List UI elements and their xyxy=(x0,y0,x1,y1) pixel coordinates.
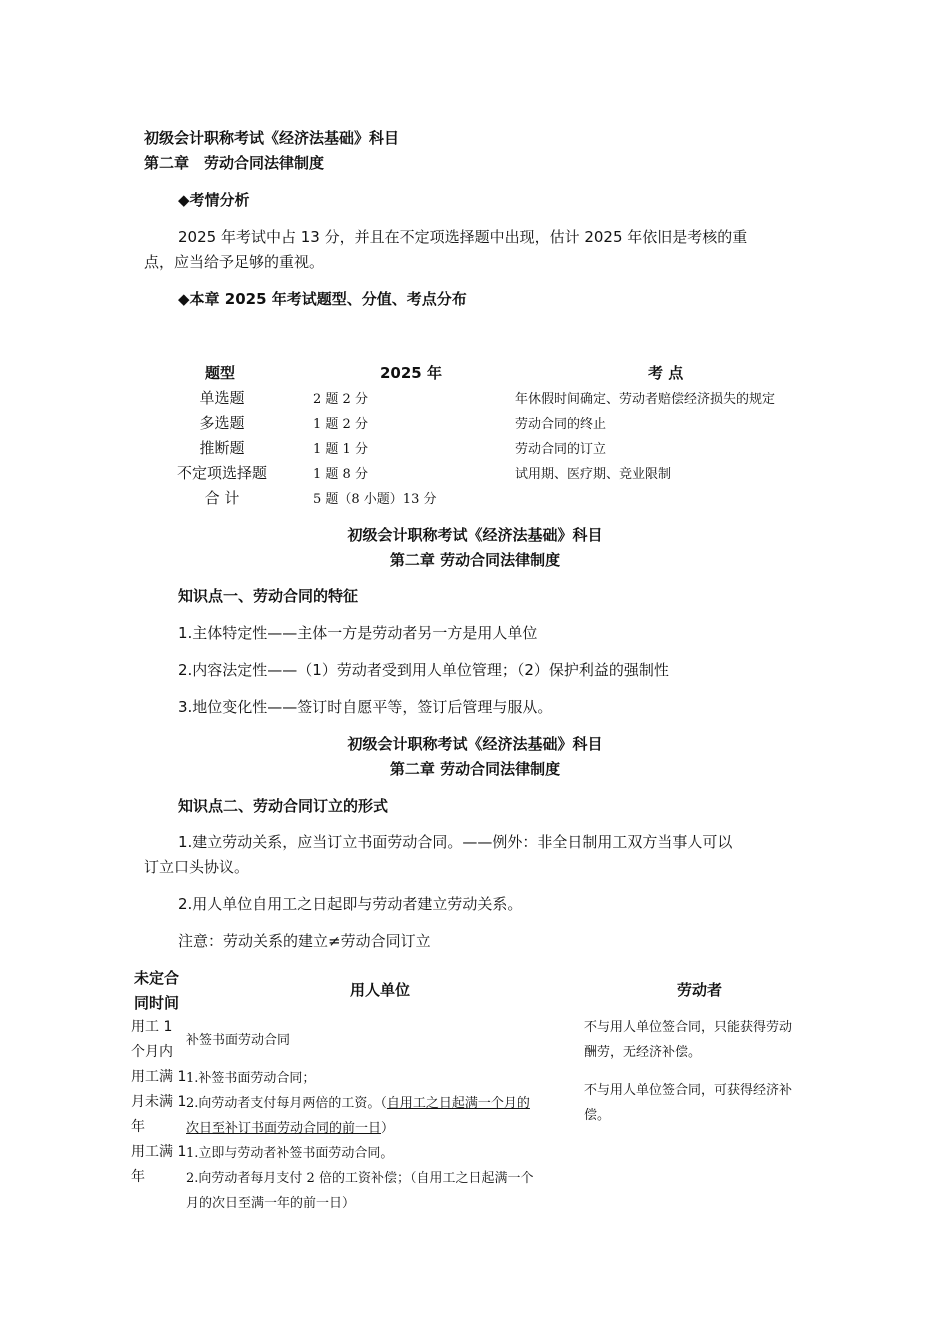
table-cell: 劳动合同的订立 xyxy=(515,442,607,457)
table-cell: 用工 1 xyxy=(131,1019,173,1035)
list-item: 2.用人单位自用工之日起即与劳动者建立劳动关系。 xyxy=(178,895,523,913)
table-cell: 年 xyxy=(131,1169,145,1185)
table-cell: 月的次日至满一年的前一日） xyxy=(186,1196,356,1211)
cell-text: ） xyxy=(381,1121,395,1136)
col-header-type: 题型 xyxy=(205,364,236,382)
table-cell: 偿。 xyxy=(584,1108,611,1123)
table-cell: 不与用人单位签合同，可获得经济补 xyxy=(584,1083,793,1098)
cell-text: 2.向劳动者支付每月两倍的工资。（ xyxy=(186,1096,387,1111)
table-cell: 1 题 2 分 xyxy=(313,417,368,432)
section2-title: 初级会计职称考试《经济法基础》科目 xyxy=(347,735,603,753)
section1-chapter: 第二章 劳动合同法律制度 xyxy=(389,551,561,569)
doc-title: 初级会计职称考试《经济法基础》科目 xyxy=(144,129,400,147)
table-cell: 1.补签书面劳动合同； xyxy=(186,1071,316,1086)
section2-chapter: 第二章 劳动合同法律制度 xyxy=(389,760,561,778)
table-cell: 合 计 xyxy=(204,489,240,507)
knowledge-point-2: 知识点二、劳动合同订立的形式 xyxy=(178,797,389,815)
list-item: 2.内容法定性——（1）劳动者受到用人单位管理；（2）保护利益的强制性 xyxy=(178,661,669,679)
table-cell: 2.向劳动者每月支付 2 倍的工资补偿；（自用工之日起满一个 xyxy=(186,1171,534,1186)
table-cell: 年休假时间确定、劳动者赔偿经济损失的规定 xyxy=(515,392,776,407)
table-cell: 不与用人单位签合同，只能获得劳动 xyxy=(584,1020,793,1035)
table-cell: 个月内 xyxy=(131,1044,173,1060)
table-cell xyxy=(186,1092,530,1111)
col-header-time: 未定合 xyxy=(134,969,180,987)
col-header-point: 考 点 xyxy=(648,364,684,382)
table-cell: 1 题 1 分 xyxy=(313,442,368,457)
table-cell: 推断题 xyxy=(199,439,245,457)
distribution-heading: ◆本章 2025 年考试题型、分值、考点分布 xyxy=(178,290,467,308)
table-cell: 补签书面劳动合同 xyxy=(186,1033,291,1048)
table-cell: 2 题 2 分 xyxy=(313,392,368,407)
note-text: 注意：劳动关系的建立≠劳动合同订立 xyxy=(178,932,431,950)
analysis-text-1: 2025 年考试中占 13 分，并且在不定项选择题中出现，估计 2025 年依旧是考核的重 xyxy=(178,228,748,246)
table-cell: 用工满 1 xyxy=(131,1069,187,1085)
table-cell: 用工满 1 xyxy=(131,1144,187,1160)
list-item: 订立口头协议。 xyxy=(144,858,250,876)
table-cell: 多选题 xyxy=(199,414,245,432)
analysis-heading: ◆考情分析 xyxy=(178,191,250,209)
table-cell: 不定项选择题 xyxy=(176,464,267,482)
list-item: 1.主体特定性——主体一方是劳动者另一方是用人单位 xyxy=(178,624,538,642)
table-cell: 年 xyxy=(131,1119,145,1135)
underlined-text: 自用工之日起满一个月的 xyxy=(386,1096,530,1111)
col-header-time: 同时间 xyxy=(134,994,180,1012)
section1-title: 初级会计职称考试《经济法基础》科目 xyxy=(347,526,603,544)
table-cell: 单选题 xyxy=(199,389,245,407)
col-header-year: 2025 年 xyxy=(380,364,442,382)
table-cell: 1 题 8 分 xyxy=(313,467,368,482)
list-item: 1.建立劳动关系，应当订立书面劳动合同。——例外：非全日制用工双方当事人可以 xyxy=(178,833,733,851)
knowledge-point-1: 知识点一、劳动合同的特征 xyxy=(178,587,359,605)
col-header-employer: 用人单位 xyxy=(350,981,411,999)
table-cell: 1.立即与劳动者补签书面劳动合同。 xyxy=(186,1146,394,1161)
table-cell: 劳动合同的终止 xyxy=(515,417,607,432)
analysis-text-2: 点，应当给予足够的重视。 xyxy=(144,253,325,271)
col-header-worker: 劳动者 xyxy=(677,981,723,999)
table-cell: 试用期、医疗期、竞业限制 xyxy=(515,467,672,482)
table-cell: 月未满 1 xyxy=(131,1094,187,1110)
underlined-text: 次日至补订书面劳动合同的前一日 xyxy=(186,1121,382,1136)
table-cell: 酬劳，无经济补偿。 xyxy=(584,1045,702,1060)
list-item: 3.地位变化性——签订时自愿平等，签订后管理与服从。 xyxy=(178,698,553,716)
table-cell: 5 题（8 小题）13 分 xyxy=(313,492,437,507)
chapter-title: 第二章 劳动合同法律制度 xyxy=(144,154,325,172)
table-cell xyxy=(186,1117,394,1136)
